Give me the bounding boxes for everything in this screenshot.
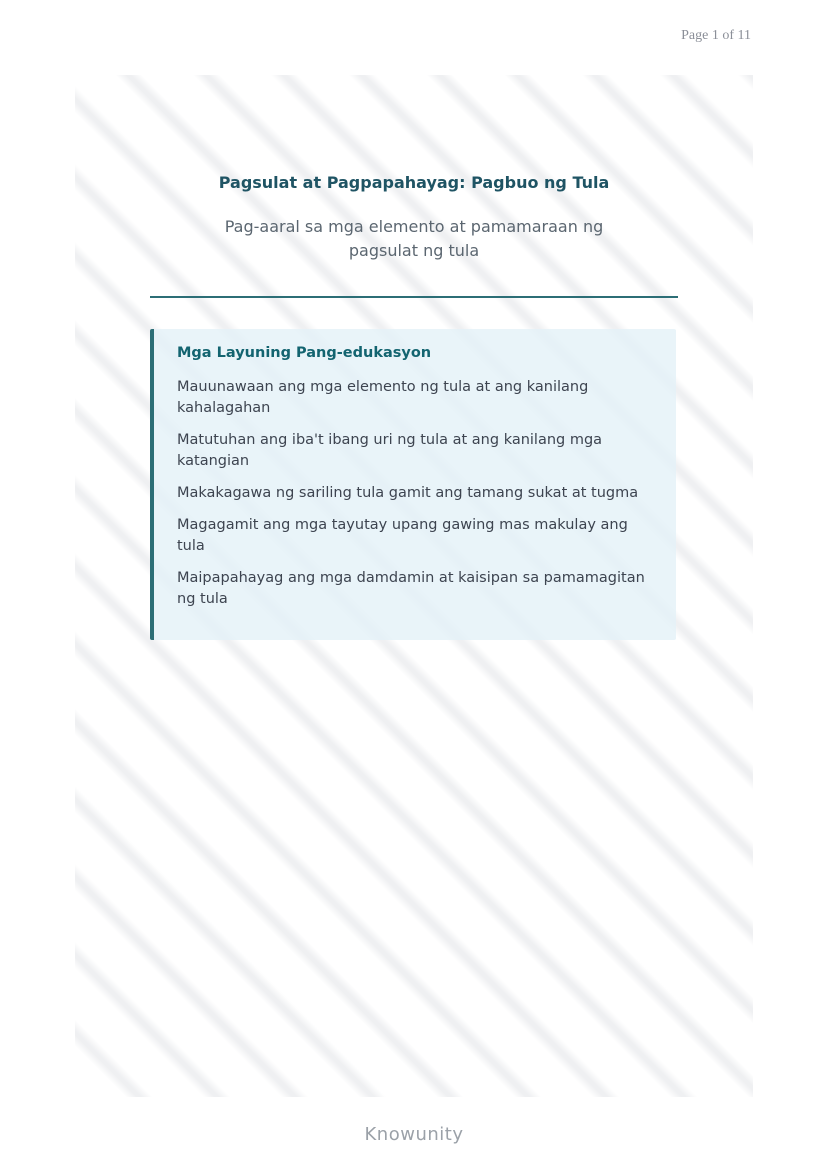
horizontal-divider xyxy=(150,296,678,298)
objectives-box xyxy=(150,329,676,640)
document-page xyxy=(75,75,753,1097)
page-indicator: Page 1 of 11 xyxy=(681,28,751,43)
objective-item: Magagamit ang mga tayutay upang gawing mas makulay ang tula xyxy=(177,517,628,554)
brand-logo-text: Knowunity xyxy=(364,1124,464,1145)
objective-item: Maipapahayag ang mga damdamin at kaisipan sa pamamagitan ng tula xyxy=(177,570,645,607)
document-title: Pagsulat at Pagpapahayag: Pagbuo ng Tula xyxy=(218,173,610,192)
document-subtitle: Pag-aaral sa mga elemento at pamamaraan ng pagsulat ng tula xyxy=(224,217,604,260)
objective-item: Matutuhan ang iba't ibang uri ng tula at ang kanilang mga katangian xyxy=(177,432,603,469)
objective-item: Makakagawa ng sariling tula gamit ang tamang sukat at tugma xyxy=(177,485,639,501)
objective-item: Mauunawaan ang mga elemento ng tula at ang kanilang kahalagahan xyxy=(177,379,589,416)
objectives-heading: Mga Layuning Pang-edukasyon xyxy=(177,345,432,361)
